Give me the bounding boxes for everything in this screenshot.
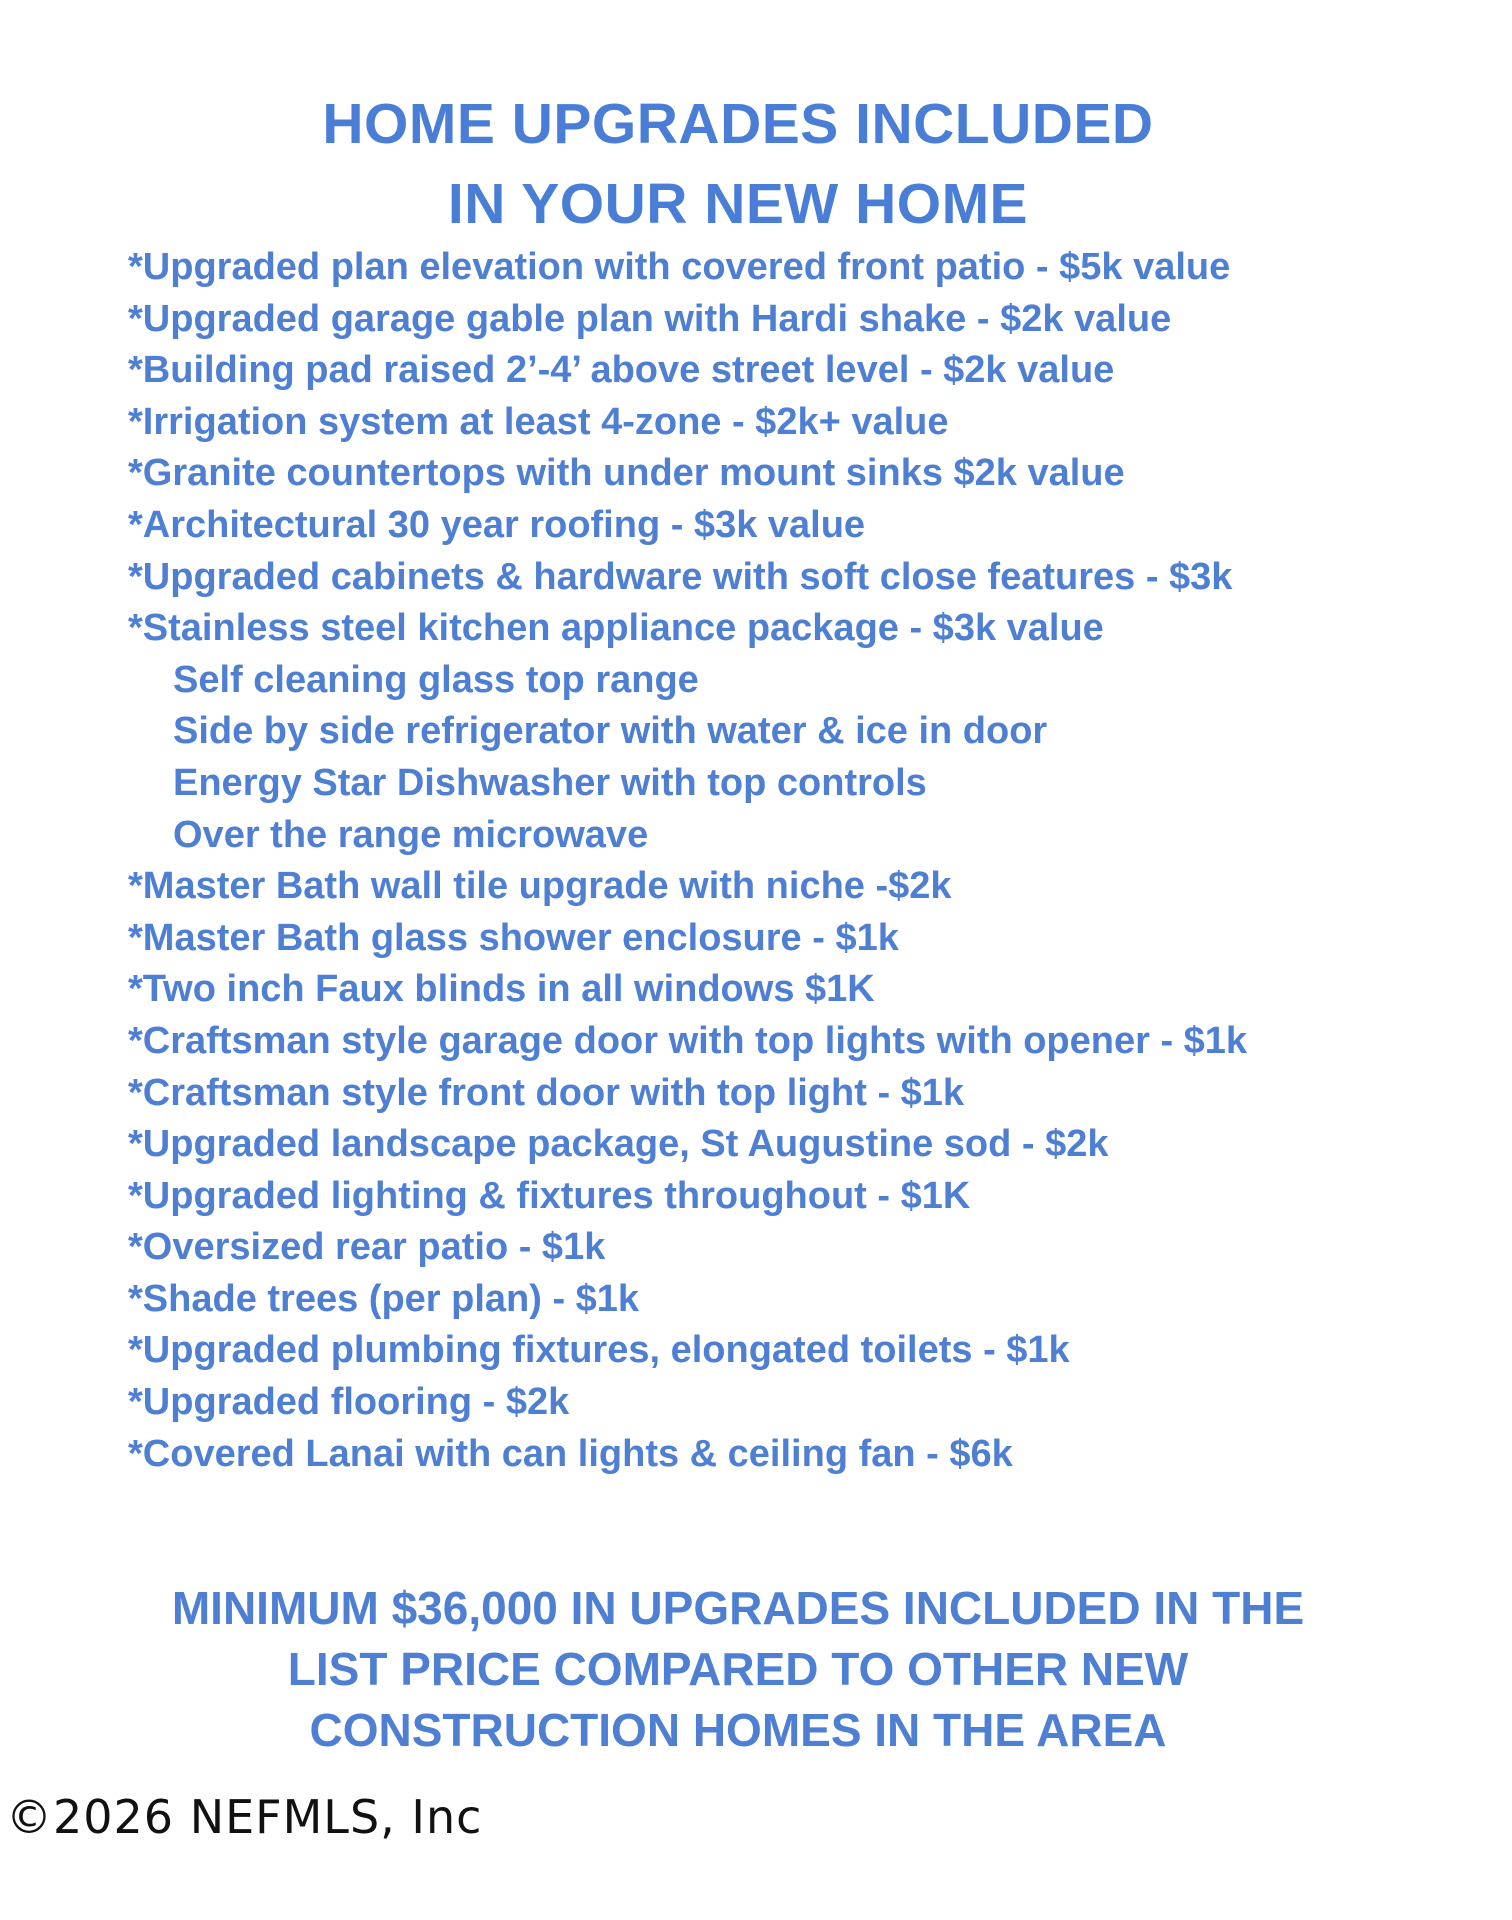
list-item: *Irrigation system at least 4-zone - $2k+ value	[128, 400, 949, 443]
list-item: *Two inch Faux blinds in all windows $1K	[128, 968, 875, 1011]
list-item: *Architectural 30 year roofing - $3k value	[128, 503, 866, 546]
list-item: *Oversized rear patio - $1k	[128, 1226, 606, 1269]
list-item: *Craftsman style front door with top light - $1k	[128, 1071, 965, 1114]
summary-line-1: MINIMUM $36,000 IN UPGRADES INCLUDED IN THE	[171, 1582, 1305, 1634]
list-item: *Stainless steel kitchen appliance package - $3k value	[128, 607, 1104, 650]
list-sub-item: Side by side refrigerator with water & ice in door	[173, 710, 1048, 753]
list-item: *Building pad raised 2’-4’ above street level - $2k value	[128, 349, 1115, 392]
list-item: *Upgraded landscape package, St Augustine sod - $2k	[128, 1123, 1109, 1166]
list-item: *Upgraded plumbing fixtures, elongated toilets - $1k	[128, 1329, 1070, 1372]
list-item: *Granite countertops with under mount sinks $2k value	[128, 452, 1125, 495]
list-item: *Upgraded cabinets & hardware with soft close features - $3k	[128, 555, 1233, 598]
title-line-2: IN YOUR NEW HOME	[447, 172, 1029, 236]
summary-line-3: CONSTRUCTION HOMES IN THE AREA	[309, 1704, 1167, 1756]
summary-note	[0, 1578, 1476, 1761]
list-item: *Master Bath glass shower enclosure - $1k	[128, 916, 899, 959]
list-item: *Upgraded flooring - $2k	[128, 1381, 570, 1424]
copyright-watermark: ©2026 NEFMLS, Inc	[6, 1790, 483, 1844]
list-item: *Upgraded garage gable plan with Hardi shake - $2k value	[128, 297, 1172, 340]
list-sub-item: Over the range microwave	[173, 813, 649, 856]
list-item: *Shade trees (per plan) - $1k	[128, 1277, 640, 1320]
list-item: *Craftsman style garage door with top lights with opener - $1k	[128, 1019, 1248, 1062]
list-item: *Upgraded lighting & fixtures throughout - $1K	[128, 1174, 971, 1217]
title-line-1: HOME UPGRADES INCLUDED	[322, 92, 1154, 156]
list-item: *Master Bath wall tile upgrade with niche -$2k	[128, 865, 952, 908]
list-item: *Covered Lanai with can lights & ceiling fan - $6k	[128, 1432, 1013, 1475]
list-item: *Upgraded plan elevation with covered front patio - $5k value	[128, 246, 1231, 288]
list-sub-item: Energy Star Dishwasher with top controls	[173, 761, 927, 804]
upgrades-list	[128, 242, 1428, 1480]
list-sub-item: Self cleaning glass top range	[173, 658, 699, 701]
page-title	[0, 84, 1476, 244]
summary-line-2: LIST PRICE COMPARED TO OTHER NEW	[287, 1643, 1189, 1695]
